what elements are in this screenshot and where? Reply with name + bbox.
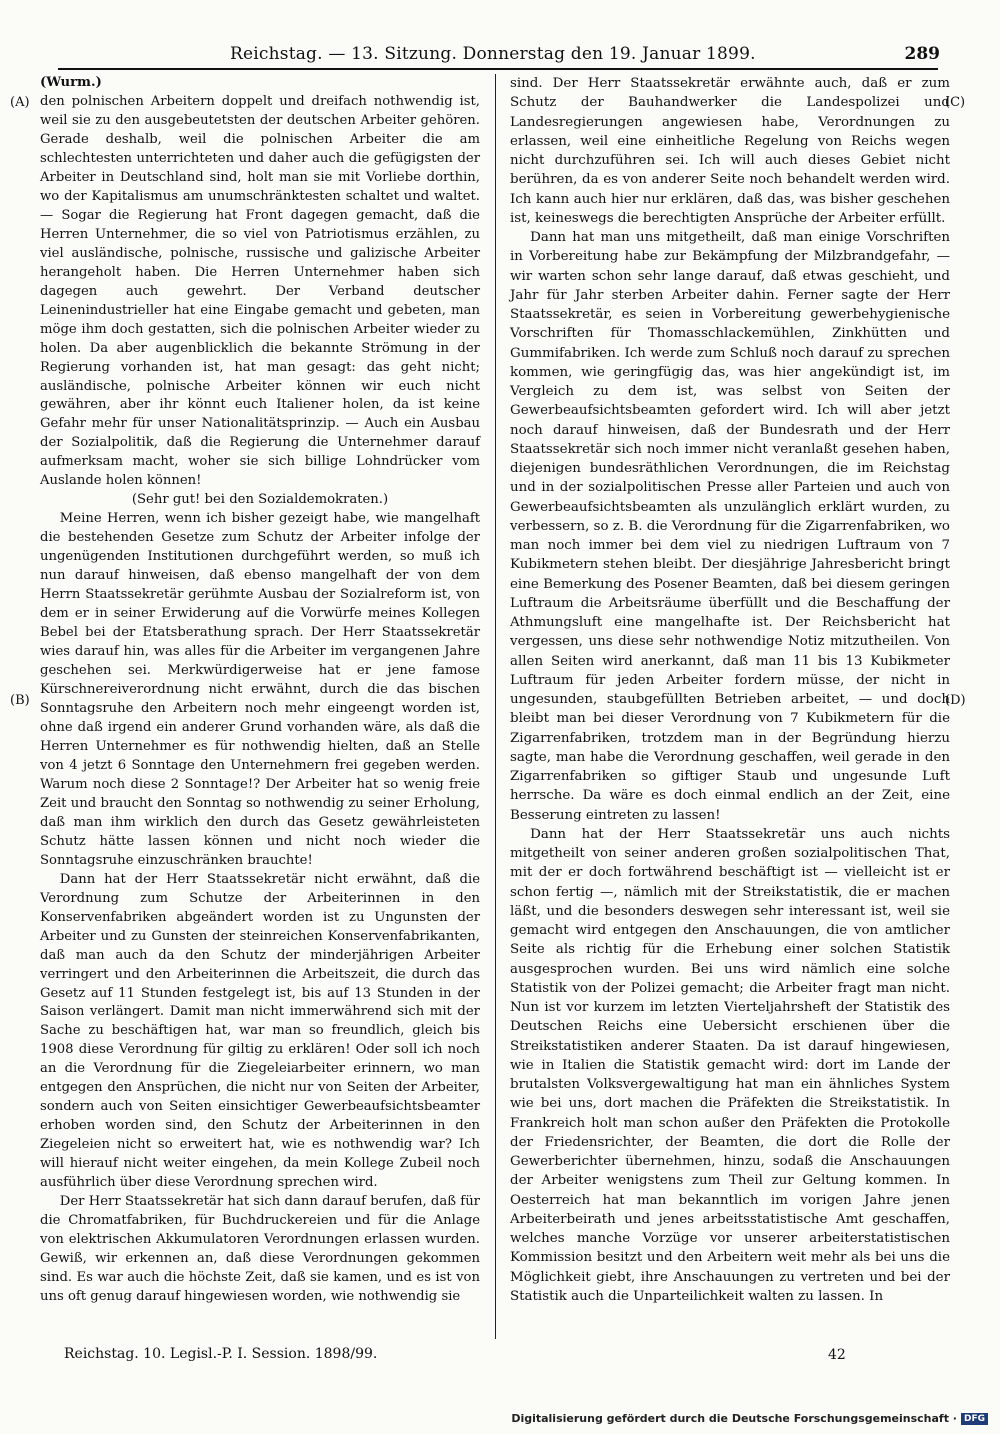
margin-marker-c: (C) [945, 95, 966, 110]
header-rule [58, 68, 938, 70]
footer-session: Reichstag. 10. Legisl.-P. I. Session. 1898/99. [64, 1346, 378, 1362]
paragraph: den polnischen Arbeitern doppelt und dreifach nothwendig ist, weil sie zu den ausgebeutetsten der deutschen Arbeiter gehören. Gerade deshalb, weil die polnischen Arbeiter die am schlechtesten unterrichteten und daher auch die gefügigsten der Arbeiter in Deutschland sind, holt man sie mit Vorliebe dorthin, wo der Kapitalismus am unumschränktesten schaltet und waltet. — Sogar die Regierung hat Front dagegen gemacht, daß die Herren Unternehmer, die so viel von Patriotismus erzählen, zu viel ausländische, polnische, russische und galizische Arbeiter herangeholt haben. Die Herren Unternehmer haben sich dagegen auch gewehrt. Der Verband deutscher Leinenindustrieller hat eine Eingabe gemacht und gebeten, man möge ihm doch gestatten, sich die polnischen Arbeiter wieder zu holen. Da aber augenblicklich die bekannte Strömung in der Regierung vorhanden ist, hat man gesagt: das geht nicht; ausländische, polnische Arbeiter können wir euch nicht gewähren, aber ihr könnt euch Italiener holen, da ist keine Gefahr mehr für unser Nationalitätsprinzip. — Auch ein Ausbau der Sozialpolitik, daß die Regierung die Unternehmer darauf aufmerksam macht, woher sie sich billige Lohndrücker vom Auslande holen können! [40, 93, 480, 489]
margin-marker-b: (B) [10, 693, 30, 708]
speaker-name: (Wurm.) [40, 75, 102, 90]
paragraph: Dann hat der Herr Staatssekretär uns auch nichts mitgetheilt von seiner anderen großen sozialpolitischen That, mit der er doch fortwährend beschäftigt ist — vielleicht ist er schon fertig —, nämlich mit der Streikstatistik, die er machen läßt, und die besonders deswegen sehr interessant ist, weil sie gemacht wird entgegen den Anschauungen, die von amtlicher Seite als richtig für die Erhebung einer solchen Statistik ausgesprochen wurden. Bei uns wird nämlich eine solche Statistik von der Polizei gemacht; die Arbeiter fragt man nicht. Nun ist vor kurzem im letzten Vierteljahrsheft der Statistik des Deutschen Reichs eine Uebersicht erschienen über die Streikstatistiken anderer Staaten. Da ist darauf hingewiesen, wie in Italien die Statistik gemacht wird: dort im Lande der brutalsten Volksvergewaltigung hat man ein ähnliches System wie bei uns, dort machen die Präfekten die Streikstatistik. In Frankreich holt man schon außer den Präfekten die Protokolle der Friedensrichter, der Beamten, die dort die Rolle der Gewerberichter übernehmen, hinzu, sodaß die Anschauungen der Arbeiter wenigstens zum Theil zur Geltung kommen. In Oesterreich hat man bekanntlich im vorigen Jahre jenen Arbeiterbeirath und jenes arbeitsstatistische Amt geschaffen, welches manche Vorzüge vor unserer arbeiterstatistischen Kommission besitzt und den Arbeitern weit mehr als bei uns die Möglichkeit giebt, ihre Anschauungen zu vertreten und bei der Statistik auch die Unparteilichkeit walten zu lassen. In [510, 826, 950, 1304]
page-number: 289 [904, 44, 940, 64]
paragraph: Meine Herren, wenn ich bisher gezeigt habe, wie mangelhaft die bestehenden Gesetze zum Schutz der Arbeiter infolge der ungenügenden Institutionen durchgeführt werden, so muß ich nun darauf hinweisen, daß ebenso mangelhaft der von dem Herrn Staatssekretär gerühmte Ausbau der Sozialreform ist, von dem er in seiner Erwiderung auf die Vorwürfe meines Kollegen Bebel bei der Etatsberathung sprach. Der Herr Staatssekretär wies darauf hin, was alles für die Arbeiter im vergangenen Jahre geschehen sei. Merkwürdigerweise hat er jene famose Kürschnereiverordnung nicht erwähnt, durch die das bischen Sonntagsruhe den Arbeitern noch mehr eingeengt worden ist, ohne daß irgend ein anderer Grund vorhanden wäre, als daß die Herren Unternehmer es für nothwendig hielten, daß an Stelle von 4 jetzt 6 Sonntage den Unternehmern frei gegeben werden. Warum noch diese 2 Sonntage!? Der Arbeiter hat so wenig freie Zeit und braucht den Sonntag so nothwendig zu seiner Erholung, daß man ihm wirklich den durch das Gesetz gewährleisteten Schutz hätte lassen können und nicht noch wieder die Sonntagsruhe einzuschränken brauchte! [40, 511, 480, 868]
paragraph: Dann hat man uns mitgetheilt, daß man einige Vorschriften in Vorbereitung habe zur Bekämpfung der Milzbrandgefahr, — wir warten schon sehr lange darauf, daß etwas geschieht, und Jahr für Jahr sterben Arbeiter dahin. Ferner sagte der Herr Staatssekretär, es seien in Vorbereitung gewerbehygienische Vorschriften für Thomasschlackemühlen, Zinkhütten und Gummifabriken. Ich werde zum Schluß noch darauf zu sprechen kommen, wie geringfügig das, was hier angekündigt ist, im Vergleich zu dem ist, was selbst von Seiten der Gewerbeaufsichtsbeamten gefordert wird. Ich will aber jetzt noch darauf hinweisen, daß der Bundesrath und der Herr Staatssekretär sich noch immer nicht veranlaßt gesehen haben, diejenigen bundesräthlichen Verordnungen, die im Reichstag und in der sozialpolitischen Presse aller Parteien und auch von Gewerbeaufsichtsbeamten als unzulänglich erklärt wurden, zu verbessern, so z. B. die Verordnung für die Zigarrenfabriken, wo man noch immer bei dem viel zu niedrigen Luftraum von 7 Kubikmetern stehen bleibt. Der diesjährige Jahresbericht bringt eine Bemerkung des Posener Beamten, daß bei diesem geringen Luftraum die Arbeitsräume überfüllt und die Beschaffung der Athmungsluft eine mangelhafte ist. Der Reichsbericht hat vergessen, uns diese sehr nothwendige Notiz mitzutheilen. Von allen Seiten wird anerkannt, daß man 11 bis 13 Kubikmeter Luftraum für jeden Arbeiter fordern müsse, der nicht in ungesunden, staubgefüllten Betrieben arbeitet, — und doch bleibt man bei dieser Verordnung von 7 Kubikmetern für die Zigarrenfabriken, trotzdem man in der Begründung hierzu sagte, man habe die Verordnung geschaffen, weil gerade in den Zigarrenfabriken so giftiger Staub und ungesunde Luft herrsche. Da wäre es doch einmal endlich an der Zeit, eine Besserung eintreten zu lassen! [510, 230, 950, 823]
margin-marker-d: (D) [945, 693, 966, 708]
page-header [0, 40, 1000, 70]
interjection: (Sehr gut! bei den Sozialdemokraten.) [131, 492, 389, 508]
column-divider [495, 74, 496, 1339]
left-column [40, 74, 480, 1307]
right-column [510, 74, 950, 1306]
footer-signature: 42 [828, 1347, 846, 1363]
credit-text: Digitalisierung gefördert durch die Deutsche Forschungsgemeinschaft · [511, 1412, 957, 1425]
paragraph: sind. Der Herr Staatssekretär erwähnte auch, daß er zum Schutz der Bauhandwerker die Landespolizei und Landesregierungen angewiesen habe, Verordnungen zu erlassen, weil eine einheitliche Regelung von Reichs wegen nicht durchzuführen sei. Ich will auch dieses Gebiet nicht berühren, da es von anderer Seite noch behandelt werden wird. Ich kann auch hier nur erklären, daß das, was bisher geschehen ist, keineswegs die berechtigten Ansprüche der Arbeiter erfüllt. [510, 76, 950, 226]
paragraph: Dann hat der Herr Staatssekretär nicht erwähnt, daß die Verordnung zum Schutze der Arbeiterinnen in den Konservenfabriken abgeändert worden ist zu Ungunsten der Arbeiter und zu Gunsten der steinreichen Konservenfabrikanten, daß man auch da den Schutz der minderjährigen Arbeiter verringert und den Arbeiterinnen die Arbeitszeit, die durch das Gesetz auf 11 Stunden festgelegt ist, bis auf 13 Stunden in der Saison verlängert. Damit man nicht immerwährend sich mit der Sache zu beschäftigen hat, war man so freundlich, gleich bis 1908 diese Verordnung für giltig zu erklären! Oder soll ich noch an die Verordnung für die Ziegeleiarbeiter erinnern, wo man entgegen den Ansprüchen, die nicht nur von Seiten der Arbeiter, sondern auch von Seiten einsichtiger Gewerbeaufsichtsbeamter erhoben worden sind, den Schutz der Arbeiterinnen in den Ziegeleien nicht so erweitert hat, wie es nothwendig war? Ich will hierauf nicht weiter eingehen, da mein Kollege Zubeil noch ausführlich über diese Verordnung sprechen wird. [40, 871, 480, 1191]
running-title: Reichstag. — 13. Sitzung. Donnerstag den 19. Januar 1899. [230, 44, 756, 64]
margin-marker-a: (A) [10, 95, 30, 110]
dfg-logo: DFG [961, 1413, 988, 1425]
dfg-credit [511, 1412, 988, 1425]
paragraph: Der Herr Staatssekretär hat sich dann darauf berufen, daß für die Chromatfabriken, für Buchdruckereien und für die Anlage von elektrischen Akkumulatoren Verordnungen erlassen wurden. Gewiß, wir erkennen an, daß diese Verordnungen gekommen sind. Es war auch die höchste Zeit, daß sie kamen, und es ist von uns oft genug darauf hingewiesen worden, wie nothwendig sie [40, 1194, 480, 1304]
